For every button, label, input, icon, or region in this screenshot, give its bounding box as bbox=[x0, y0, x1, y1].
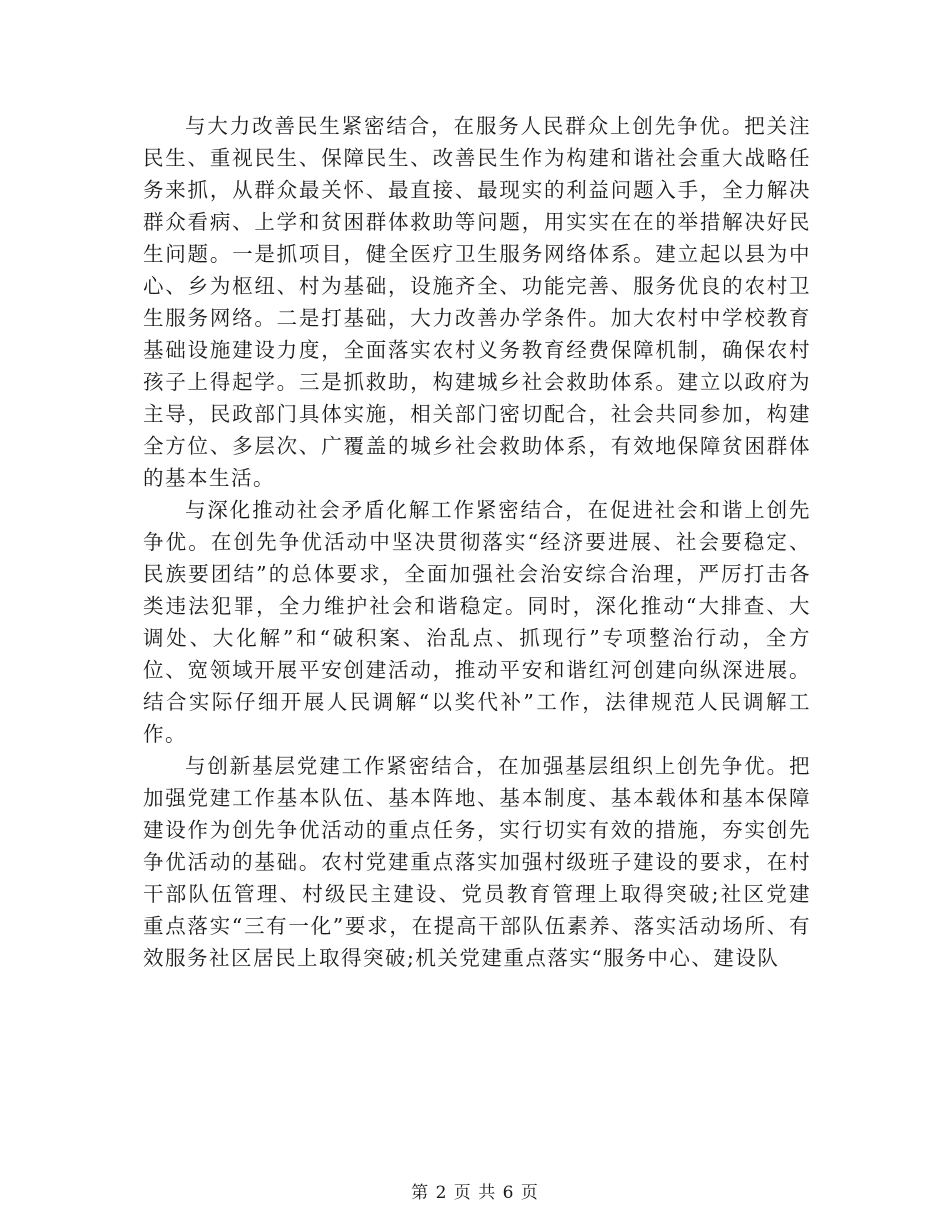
paragraph-party-building: 与创新基层党建工作紧密结合，在加强基层组织上创先争优。把加强党建工作基本队伍、基本阵地、基本制度、基本载体和基本保障建设作为创先争优活动的重点任务，实行切实有效的措施，夯实创先争优活动的基础。农村党建重点落实加强村级班子建设的要求，在村干部队伍管理、村级民主建设、党员教育管理上取得突破;社区党建重点落实“三有一化”要求，在提高干部队伍素养、落实活动场所、有效服务社区居民上取得突破;机关党建重点落实“服务中心、建设队 bbox=[143, 754, 811, 970]
paragraph-social-harmony: 与深化推动社会矛盾化解工作紧密结合，在促进社会和谐上创先争优。在创先争优活动中坚决贯彻落实“经济要进展、社会要稳定、民族要团结”的总体要求，全面加强社会治安综合治理，严厉打击各类违法犯罪，全力维护社会和谐稳定。同时，深化推动“大排查、大调处、大化解”和“破积案、治乱点、抓现行”专项整治行动，全方位、宽领域开展平安创建活动，推动平安和谐红河创建向纵深进展。结合实际仔细开展人民调解“以奖代补”工作，法律规范人民调解工作。 bbox=[143, 498, 811, 746]
page-footer: 第 2 页 共 6 页 bbox=[411, 1183, 539, 1203]
document-body bbox=[143, 110, 811, 974]
paragraph-livelihood: 与大力改善民生紧密结合，在服务人民群众上创先争优。把关注民生、重视民生、保障民生、改善民生作为构建和谐社会重大战略任务来抓，从群众最关怀、最直接、最现实的利益问题入手，全力解决群众看病、上学和贫困群体救助等问题，用实实在在的举措解决好民生问题。一是抓项目，健全医疗卫生服务网络体系。建立起以县为中心、乡为枢纽、村为基础，设施齐全、功能完善、服务优良的农村卫生服务网络。二是打基础，大力改善办学条件。加大农村中学校教育基础设施建设力度，全面落实农村义务教育经费保障机制，确保农村孩子上得起学。三是抓救助，构建城乡社会救助体系。建立以政府为主导，民政部门具体实施，相关部门密切配合，社会共同参加，构建全方位、多层次、广覆盖的城乡社会救助体系，有效地保障贫困群体的基本生活。 bbox=[143, 114, 811, 490]
